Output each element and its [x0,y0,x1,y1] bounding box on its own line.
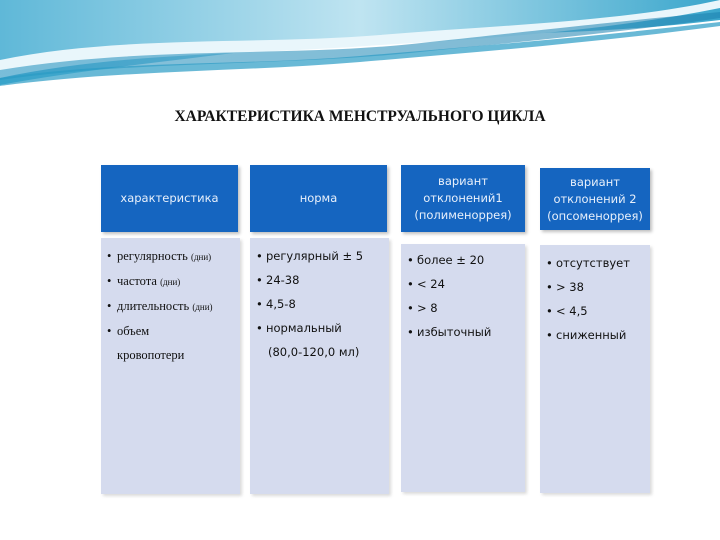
list-item: • длительность (дни) [107,298,234,315]
header-label: вариант отклонений 2 (опсоменоррея) [547,174,643,223]
header-label: норма [299,191,338,205]
body-variant-2 [540,245,650,493]
list-item: • > 8 [407,300,519,316]
header-label: характеристика [120,191,219,205]
list-item: • нормальный (80,0-120,0 мл) [256,320,383,360]
list-item: • > 38 [546,279,644,295]
decorative-wave-banner [0,0,720,110]
body-norm [250,238,389,494]
bullet-list [107,248,234,363]
list-item: • 24-38 [256,272,383,288]
list-item: • регулярность (дни) [107,248,234,265]
header-norm [250,165,387,232]
bullet-list [546,255,644,343]
list-item: • < 24 [407,276,519,292]
list-item: • частота (дни) [107,273,234,290]
list-item: • более ± 20 [407,252,519,268]
list-item: • избыточный [407,324,519,340]
bullet-list [407,252,519,340]
header-variant-1 [401,165,525,232]
header-label: вариант отклонений1 (полименоррея) [414,174,512,222]
slide-title: ХАРАКТЕРИСТИКА МЕНСТРУАЛЬНОГО ЦИКЛА [174,108,546,125]
list-item: • сниженный [546,327,644,343]
list-item: • отсутствует [546,255,644,271]
list-item: • < 4,5 [546,303,644,319]
header-characteristic [101,165,238,232]
list-item: • объем кровопотери [107,323,234,363]
body-variant-1 [401,244,525,492]
body-characteristic [101,238,240,494]
header-variant-2 [540,168,650,230]
list-item: • 4,5-8 [256,296,383,312]
bullet-list [256,248,383,360]
list-item: • регулярный ± 5 [256,248,383,264]
